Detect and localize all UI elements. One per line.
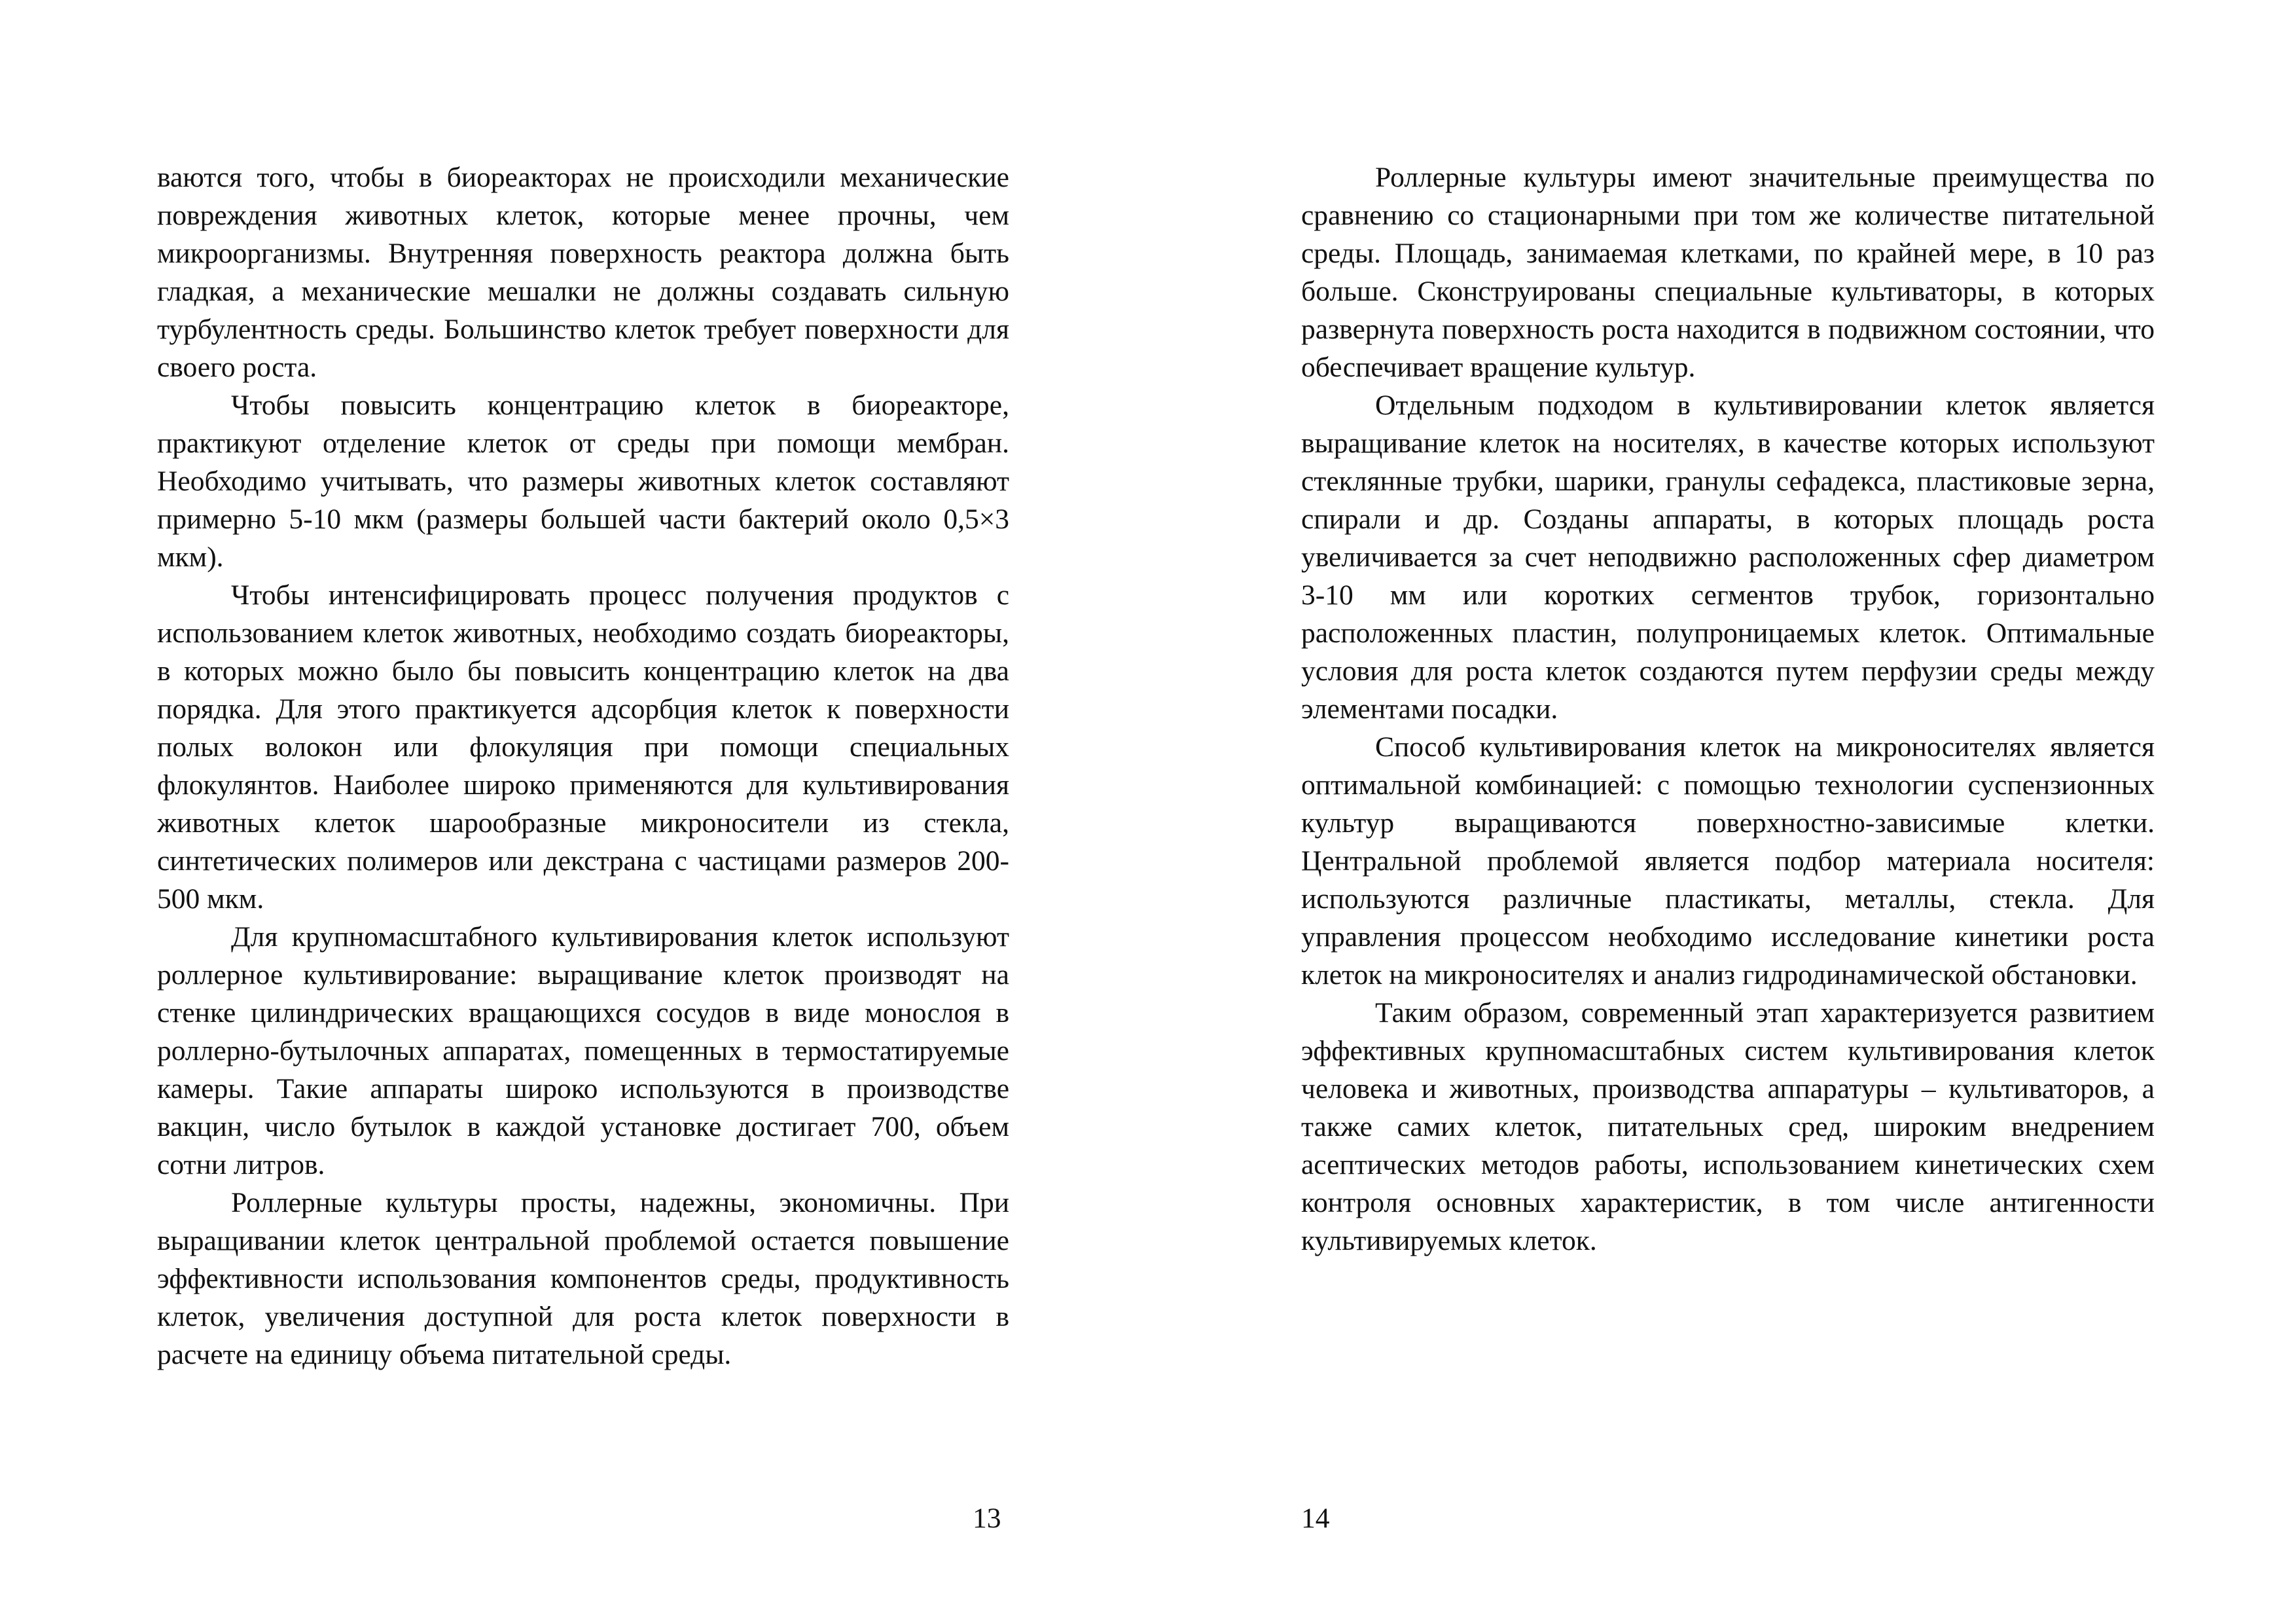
page-number: 13 [973,1503,1001,1534]
paragraph: Отдельным подходом в культивировании клеток является выращивание клеток на носителях, в качестве которых используют стеклянные трубки, шарики, гранулы сефадекса, пластиковые зерна, спирали и др. Созданы аппараты, в которых площадь роста увеличивается за счет неподвижно расположенных сфер диаметром 3-10 мм или коротких сегментов трубок, горизонтально расположенных пластин, полупроницаемых клеток. Оптимальные условия для роста клеток создаются путем перфузии среды между элементами посадки. [1301,390,2155,725]
paragraph: Роллерные культуры просты, надежны, экономичны. При выращивании клеток центральной проблемой остается повышение эффективности использования компонентов среды, продуктивность клеток, увеличения доступной для роста клеток поверхности в расчете на единицу объема питательной среды. [157,1187,1009,1370]
paragraph: Для крупномасштабного культивирования клеток используют роллерное культивирование: выращивание клеток производят на стенке цилиндрических вращающихся сосудов в виде монослоя в роллерно-бутылочных аппаратах, помещенных в термостатируемые камеры. Такие аппараты широко используются в производстве вакцин, число бутылок в каждой установке достигает 700, объем сотни литров. [157,921,1009,1180]
paragraph: ваются того, чтобы в биореакторах не происходили механические повреждения животных клеток, которые менее прочны, чем микроорганизмы. Внутренняя поверхность реактора должна быть гладкая, а механические мешалки не должны создавать сильную турбулентность среды. Большинство клеток требует поверхности для своего роста. [157,162,1009,383]
left-page-text [157,158,1009,1374]
page-number: 14 [1301,1503,1330,1534]
paragraph: Способ культивирования клеток на микроносителях является оптимальной комбинацией: с помощью технологии суспензионных культур выращиваются поверхностно-зависимые клетки. Центральной проблемой является подбор материала носителя: используются различные пластикаты, металлы, стекла. Для управления процессом необходимо исследование кинетики роста клеток на микроносителях и анализ гидродинамической обстановки. [1301,731,2155,991]
right-page [1148,0,2296,1623]
right-page-text [1301,158,2155,1260]
paragraph: Роллерные культуры имеют значительные преимущества по сравнению со стационарными при том же количестве питательной среды. Площадь, занимаемая клетками, по крайней мере, в 10 раз больше. Сконструированы специальные культиваторы, в которых развернута поверхность роста находится в подвижном состоянии, что обеспечивает вращение культур. [1301,162,2155,383]
paragraph: Таким образом, современный этап характеризуется развитием эффективных крупномасштабных систем культивирования клеток человека и животных, производства аппаратуры – культиваторов, а также самих клеток, питательных сред, широким внедрением асептических методов работы, использованием кинетических схем контроля основных характеристик, в том числе антигенности культивируемых клеток. [1301,997,2155,1256]
paragraph: Чтобы интенсифицировать процесс получения продуктов с использованием клеток животных, необходимо создать биореакторы, в которых можно было бы повысить концентрацию клеток на два порядка. Для этого практикуется адсорбция клеток к поверхности полых волокон или флокуляция при помощи специальных флокулянтов. Наиболее широко применяются для культивирования животных клеток шарообразные микроносители из стекла, синтетических полимеров или декстрана с частицами размеров 200-500 мкм. [157,579,1009,915]
paragraph: Чтобы повысить концентрацию клеток в биореакторе, практикуют отделение клеток от среды при помощи мембран. Необходимо учитывать, что размеры животных клеток составляют примерно 5-10 мкм (размеры большей части бактерий около 0,5×3 мкм). [157,390,1009,573]
